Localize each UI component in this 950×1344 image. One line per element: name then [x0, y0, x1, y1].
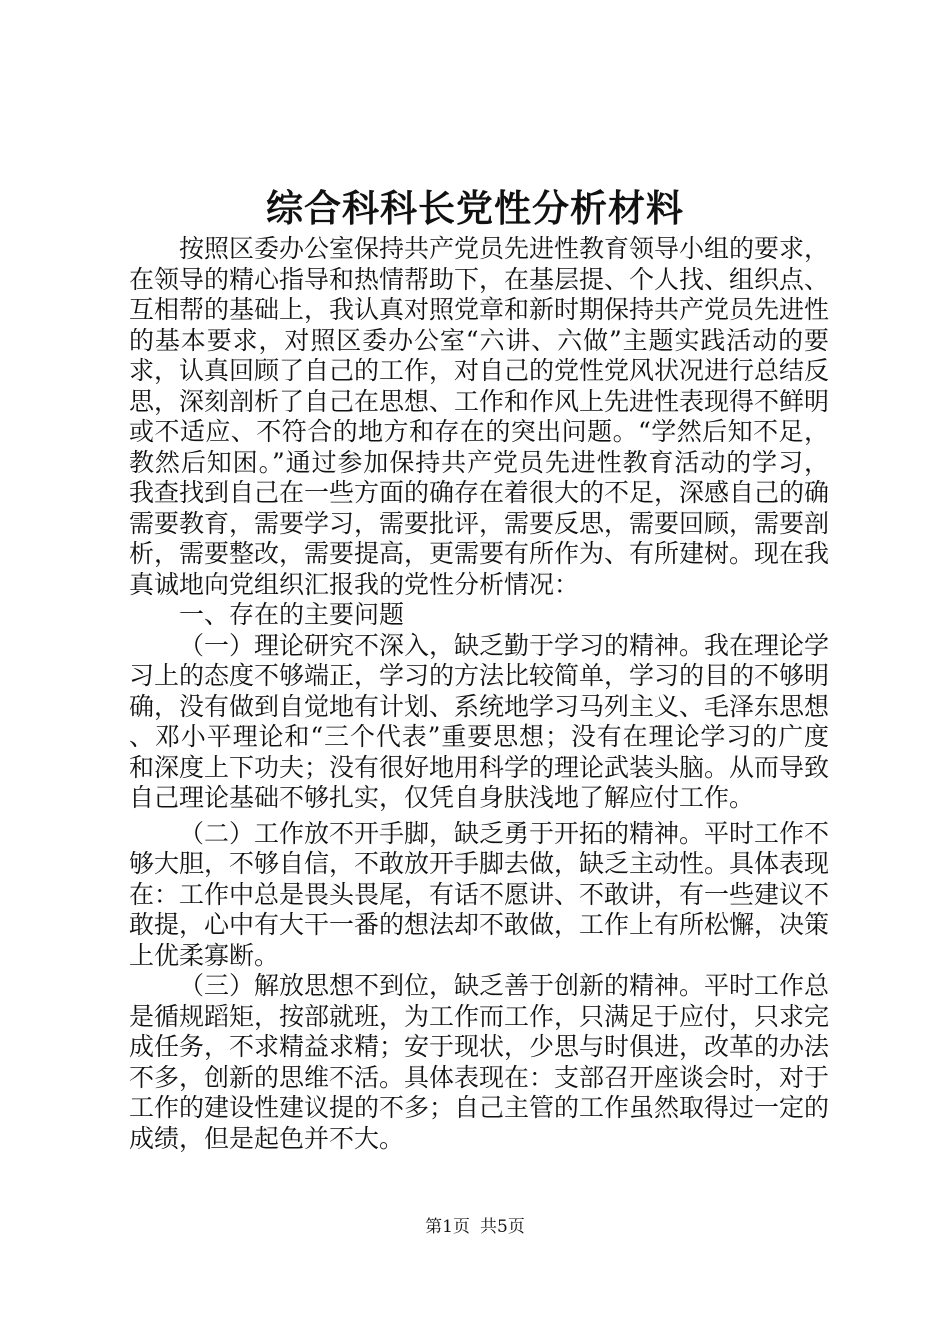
problem-paragraph-2: （二）工作放不开手脚，缺乏勇于开拓的精神。平时工作不够大胆，不够自信，不敢放开手脚去做，缺乏主动性。具体表现在：工作中总是畏头畏尾，有话不愿讲、不敢讲，有一些建议不敢提，心中有大干一番的想法却不敢做，工作上有所松懈，决策上优柔寡断。	[129, 818, 830, 970]
intro-paragraph: 按照区委办公室保持共产党员先进性教育领导小组的要求，在领导的精心指导和热情帮助下，在基层提、个人找、组织点、互相帮的基础上，我认真对照党章和新时期保持共产党员先进性的基本要求，对照区委办公室“六讲、六做”主题实践活动的要求，认真回顾了自己的工作，对自己的党性党风状况进行总结反思，深刻剖析了自己在思想、工作和作风上先进性表现得不鲜明或不适应、不符合的地方和存在的突出问题。“学然后知不足，教然后知困。”通过参加保持共产党员先进性教育活动的学习，我查找到自己在一些方面的确存在着很大的不足，深感自己的确需要教育，需要学习，需要批评，需要反思，需要回顾，需要剖析，需要整改，需要提高，更需要有所作为、有所建树。现在我真诚地向党组织汇报我的党性分析情况：	[129, 234, 830, 599]
page-total: 共5页	[480, 1217, 525, 1237]
page-number: 第1页	[425, 1217, 470, 1237]
page-footer	[0, 1216, 950, 1238]
document-title: 综合科科长党性分析材料	[266, 186, 684, 230]
section-heading-problems: 一、存在的主要问题	[179, 600, 405, 629]
problem-paragraph-3: （三）解放思想不到位，缺乏善于创新的精神。平时工作总是循规蹈矩，按部就班，为工作而工作，只满足于应付，只求完成任务，不求精益求精；安于现状，少思与时俱进，改革的办法不多，创新的思维不活。具体表现在：支部召开座谈会时，对于工作的建设性建议提的不多；自己主管的工作虽然取得过一定的成绩，但是起色并不大。	[129, 971, 830, 1153]
problem-paragraph-1: （一）理论研究不深入，缺乏勤于学习的精神。我在理论学习上的态度不够端正，学习的方法比较简单，学习的目的不够明确，没有做到自觉地有计划、系统地学习马列主义、毛泽东思想、邓小平理论和“三个代表”重要思想；没有在理论学习的广度和深度上下功夫；没有很好地用科学的理论武装头脑。从而导致自己理论基础不够扎实，仅凭自身肤浅地了解应付工作。	[129, 630, 830, 812]
document-body	[129, 234, 829, 1154]
